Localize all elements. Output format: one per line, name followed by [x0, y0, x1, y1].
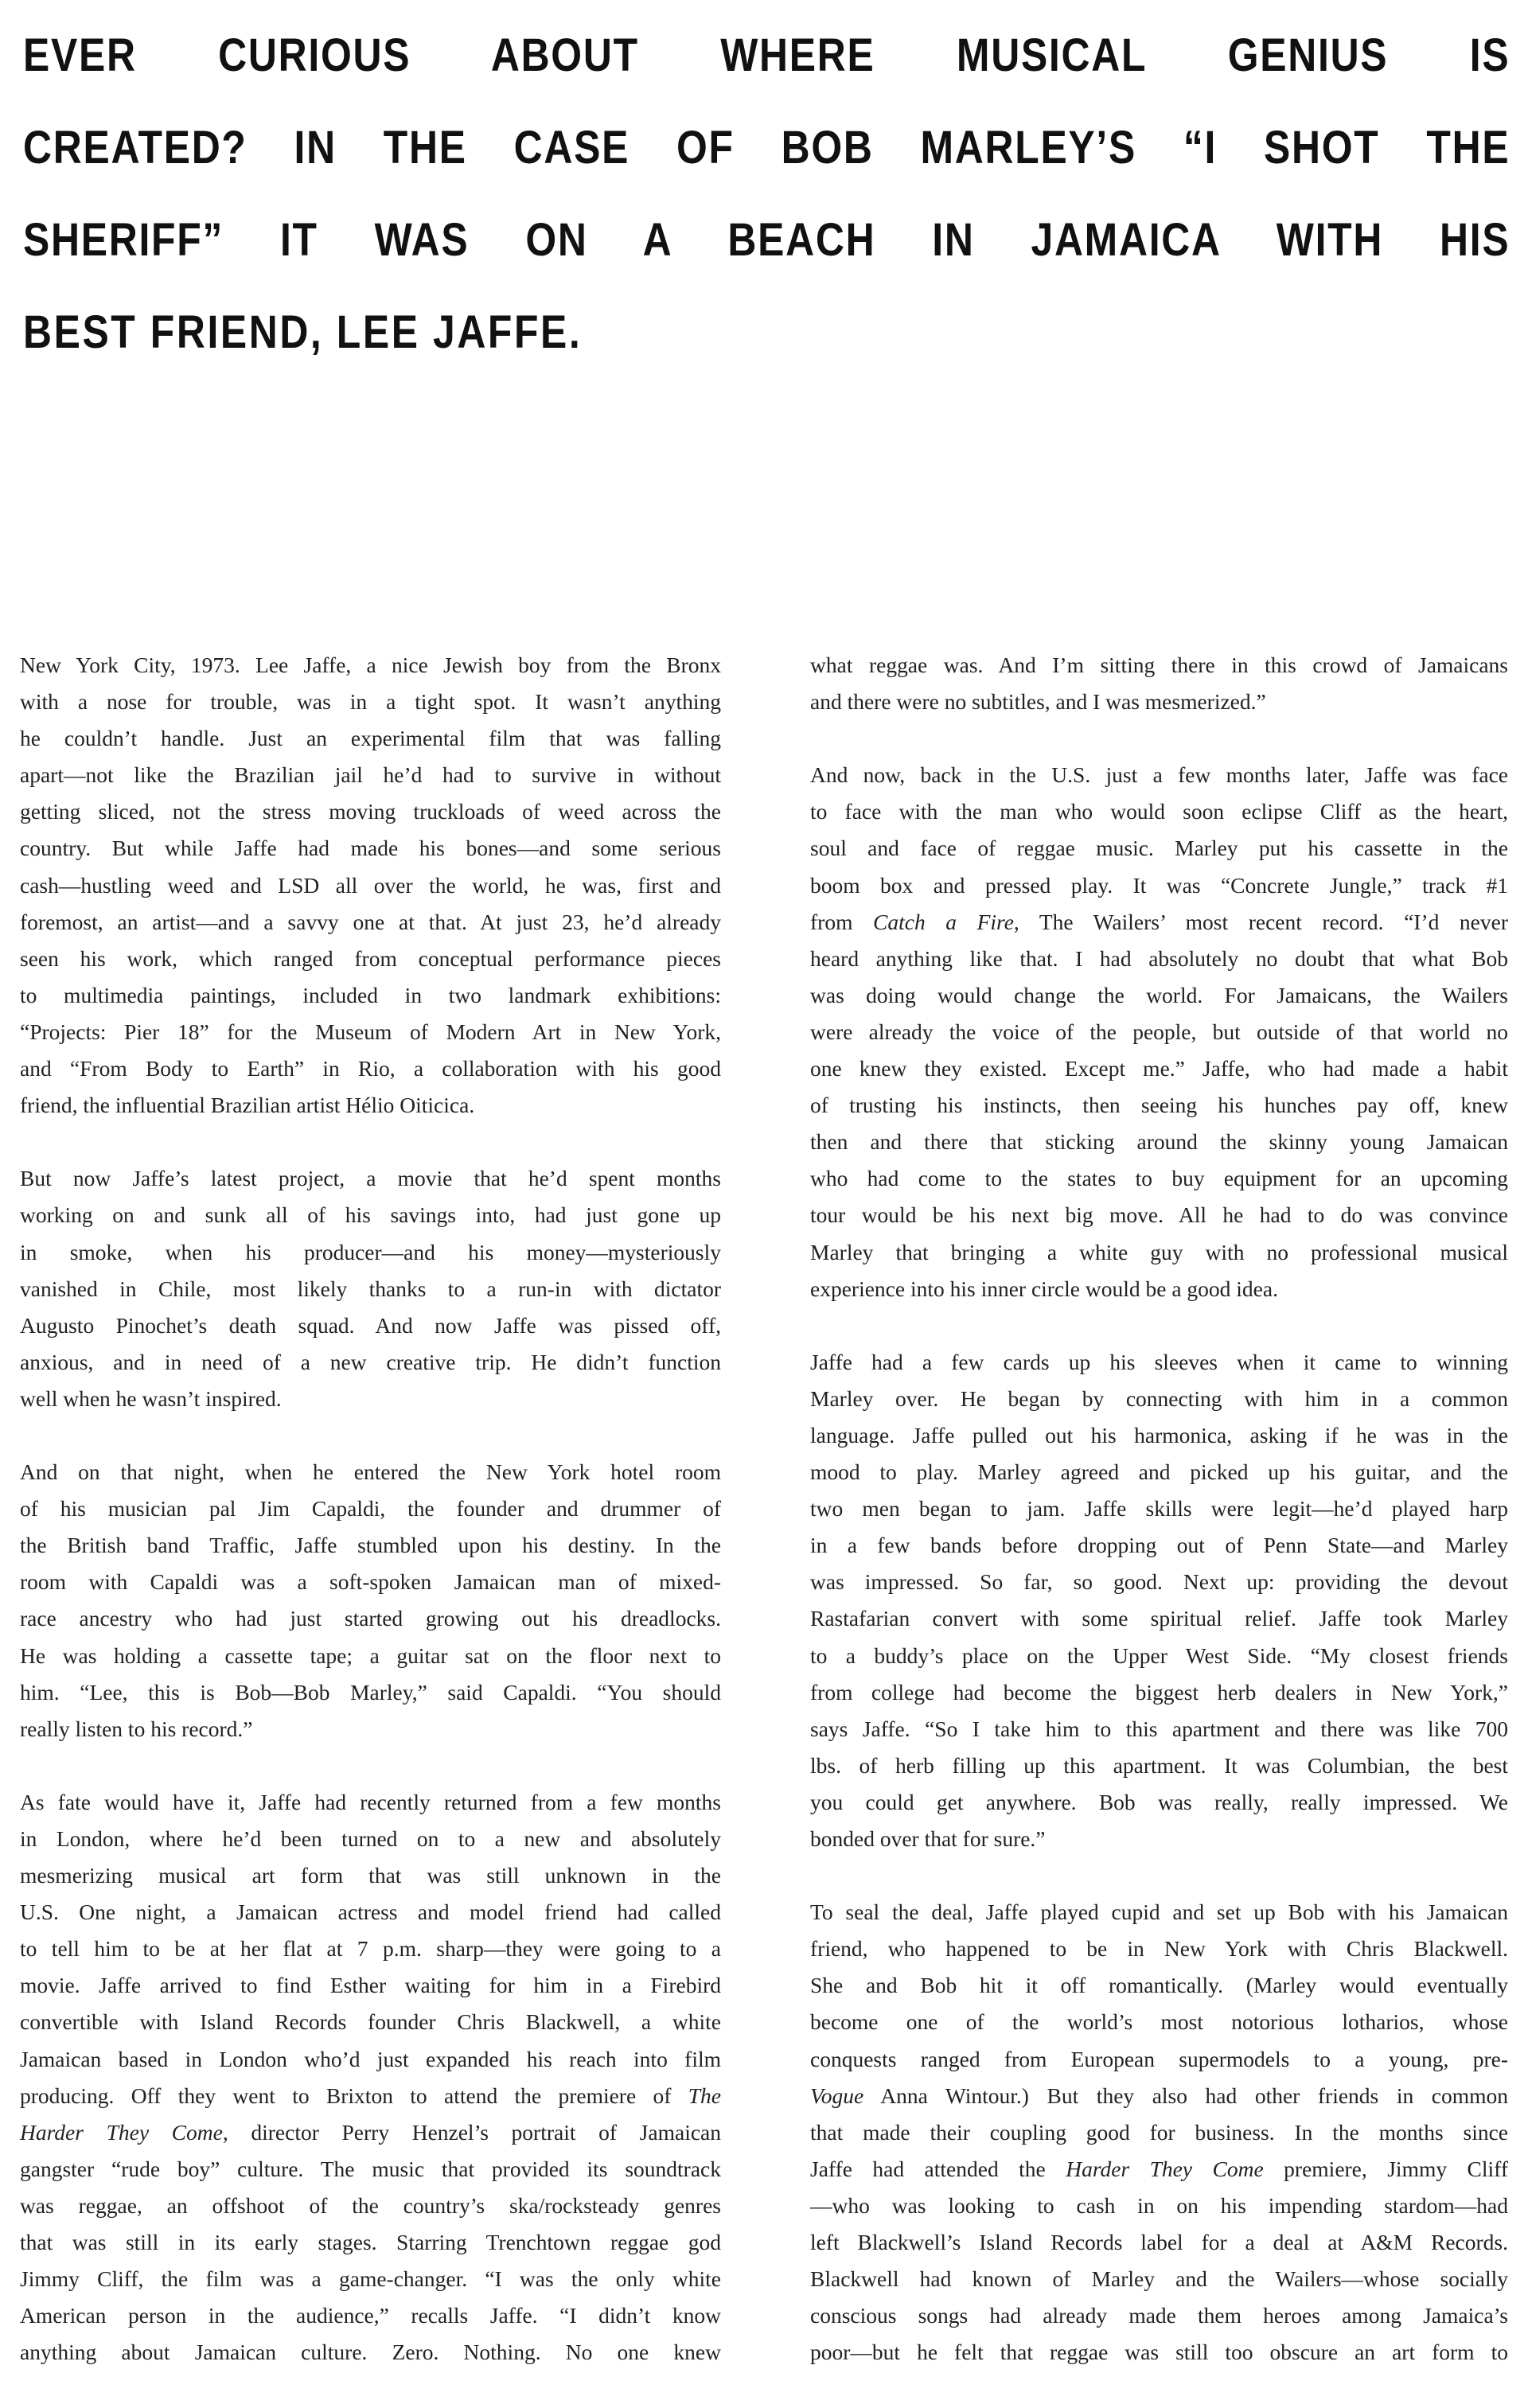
text-segment: experience into his inner circle would be a good idea.: [810, 1276, 1278, 1301]
text-line: [20, 1931, 721, 1967]
text-line: [20, 941, 721, 977]
text-line: [810, 1234, 1508, 1271]
article-paragraph: [810, 757, 1508, 1307]
text-segment: poor—but he felt that reggae was still too obscure an art form to: [810, 2340, 1508, 2365]
text-line: [810, 2224, 1508, 2261]
text-line: [810, 2151, 1508, 2188]
text-segment: he couldn’t handle. Just an experimental film that was falling: [20, 726, 721, 751]
text-line: [810, 2041, 1508, 2078]
text-line: [810, 2297, 1508, 2334]
text-line: [810, 2078, 1508, 2114]
text-line: [810, 1674, 1508, 1711]
article-paragraph: [20, 1784, 721, 2371]
text-segment: in London, where he’d been turned on to a new and absolutely: [20, 1826, 721, 1851]
text-line: [20, 1600, 721, 1637]
text-segment: As fate would have it, Jaffe had recently returned from a few months: [20, 1789, 721, 1814]
text-segment: tour would be his next big move. All he had to do was convince: [810, 1202, 1508, 1228]
text-line: [20, 1160, 721, 1197]
text-segment: really listen to his record.”: [20, 1716, 253, 1741]
text-line: [810, 1748, 1508, 1784]
text-segment: conquests ranged from European supermodels to a young, pre-: [810, 2046, 1508, 2071]
text-segment: Augusto Pinochet’s death squad. And now Jaffe was pissed off,: [20, 1312, 721, 1338]
text-line: [810, 1638, 1508, 1674]
text-segment: To seal the deal, Jaffe played cupid and set up Bob with his Jamaican: [810, 1900, 1508, 1925]
headline-line: CREATED? IN THE CASE OF BOB MARLEY’S “I SHOT THE: [23, 122, 1510, 173]
text-line: [20, 1197, 721, 1233]
text-line: [810, 1600, 1508, 1637]
text-line: [20, 1857, 721, 1894]
text-segment: to face with the man who would soon eclipse Cliff as the heart,: [810, 799, 1508, 824]
text-segment: who had come to the states to buy equipment for an upcoming: [810, 1166, 1508, 1191]
article-paragraph: [20, 647, 721, 1124]
text-line: [810, 1821, 1508, 1857]
text-line: [810, 904, 1508, 941]
text-line: [20, 1527, 721, 1564]
text-segment: But now Jaffe’s latest project, a movie that he’d spent months: [20, 1166, 721, 1191]
text-segment: mesmerizing musical art form that was still unknown in the: [20, 1863, 721, 1888]
text-line: [810, 1784, 1508, 1821]
text-line: [810, 1271, 1508, 1307]
text-segment: says Jaffe. “So I take him to this apartment and there was like 700: [810, 1716, 1508, 1741]
text-segment: convertible with Island Records founder Chris Blackwell, a white: [20, 2009, 721, 2035]
text-line: [20, 1344, 721, 1381]
text-line: [20, 2004, 721, 2040]
text-segment: him. “Lee, this is Bob—Bob Marley,” said Capaldi. “You should: [20, 1679, 721, 1705]
text-segment: Blackwell had known of Marley and the Wailers—whose socially: [810, 2266, 1508, 2292]
text-line: [810, 1087, 1508, 1124]
headline-line: SHERIFF” IT WAS ON A BEACH IN JAMAICA WITH HIS: [23, 214, 1510, 266]
text-line: [20, 2114, 721, 2151]
text-segment: U.S. One night, a Jamaican actress and model friend had called: [20, 1900, 721, 1925]
text-segment: soul and face of reggae music. Marley put his cassette in the: [810, 836, 1508, 861]
text-segment: and “From Body to Earth” in Rio, a collaboration with his good: [20, 1056, 721, 1081]
text-segment: that made their coupling good for business. In the months since: [810, 2119, 1508, 2145]
text-segment: what reggae was. And I’m sitting there in this crowd of Jamaicans: [810, 653, 1508, 677]
text-segment: with a nose for trouble, was in a tight spot. It wasn’t anything: [20, 689, 721, 715]
text-segment: heard anything like that. I had absolutely no doubt that what Bob: [810, 945, 1508, 971]
article-column-left: [20, 647, 721, 2408]
article-paragraph: [20, 1160, 721, 1417]
text-segment: was impressed. So far, so good. Next up: providing the devout: [810, 1569, 1508, 1595]
text-line: [20, 720, 721, 757]
text-segment: She and Bob hit it off romantically. (Marley would eventually: [810, 1973, 1508, 1998]
text-segment: in smoke, when his producer—and his money—mysteriously: [20, 1239, 721, 1264]
italic-title: Vogue: [810, 2083, 864, 2108]
text-line: [20, 793, 721, 830]
text-line: [810, 2114, 1508, 2151]
text-segment: become one of the world’s most notorious lotharios, whose: [810, 2009, 1508, 2035]
text-line: [20, 684, 721, 720]
text-line: [20, 647, 721, 684]
text-segment: —who was looking to cash in on his impending stardom—had: [810, 2192, 1508, 2218]
headline-line: EVER CURIOUS ABOUT WHERE MUSICAL GENIUS IS: [23, 29, 1510, 81]
text-segment: vanished in Chile, most likely thanks to a run-in with dictator: [20, 1276, 721, 1301]
text-segment: He was holding a cassette tape; a guitar sat on the floor next to: [20, 1642, 721, 1668]
article-headline: [23, 10, 1510, 379]
text-segment: producing. Off they went to Brixton to attend the premiere of: [20, 2083, 688, 2108]
text-segment: premiere, Jimmy Cliff: [1263, 2156, 1509, 2181]
text-segment: country. But while Jaffe had made his bones—and some serious: [20, 836, 721, 861]
text-segment: to a buddy’s place on the Upper West Side. “My closest friends: [810, 1642, 1508, 1668]
text-segment: well when he wasn’t inspired.: [20, 1385, 282, 1411]
italic-title: Harder They Come: [20, 2119, 223, 2145]
text-line: [810, 2004, 1508, 2040]
article-paragraph: [20, 1454, 721, 1748]
article-column-right: [810, 647, 1508, 2408]
text-line: [20, 1821, 721, 1857]
text-line: [810, 1967, 1508, 2004]
text-segment: , director Perry Henzel’s portrait of Jamaican: [222, 2119, 721, 2145]
text-line: [810, 757, 1508, 793]
text-segment: you could get anywhere. Bob was really, really impressed. We: [810, 1789, 1508, 1814]
text-line: [20, 2224, 721, 2261]
text-line: [20, 1967, 721, 2004]
text-line: [20, 1234, 721, 1271]
text-line: [810, 830, 1508, 867]
text-line: [20, 2297, 721, 2334]
text-line: [810, 1417, 1508, 1454]
text-line: [810, 2261, 1508, 2297]
text-segment: mood to play. Marley agreed and picked up his guitar, and the: [810, 1459, 1508, 1485]
text-line: [810, 1197, 1508, 1233]
text-segment: working on and sunk all of his savings into, had just gone up: [20, 1202, 721, 1228]
text-line: [810, 1014, 1508, 1050]
text-line: [20, 977, 721, 1014]
text-line: [810, 1711, 1508, 1748]
text-line: [20, 757, 721, 793]
text-line: [810, 1454, 1508, 1490]
italic-title: Catch a Fire: [873, 909, 1014, 934]
text-segment: left Blackwell’s Island Records label for a deal at A&M Records.: [810, 2230, 1508, 2255]
text-segment: Jaffe had attended the: [810, 2156, 1066, 2181]
italic-title: Harder They Come: [1066, 2156, 1264, 2181]
text-segment: Marley over. He began by connecting with him in a common: [810, 1385, 1508, 1411]
text-segment: room with Capaldi was a soft-spoken Jamaican man of mixed-: [20, 1569, 721, 1595]
text-line: [810, 1381, 1508, 1417]
text-segment: Rastafarian convert with some spiritual relief. Jaffe took Marley: [810, 1606, 1508, 1631]
text-line: [810, 1160, 1508, 1197]
text-segment: And now, back in the U.S. just a few months later, Jaffe was face: [810, 762, 1508, 788]
text-line: [20, 2041, 721, 2078]
text-line: [20, 1711, 721, 1748]
headline-line: BEST FRIEND, LEE JAFFE.: [23, 306, 583, 358]
text-segment: Jamaican based in London who’d just expanded his reach into film: [20, 2046, 721, 2071]
text-segment: race ancestry who had just started growing out his dreadlocks.: [20, 1606, 721, 1631]
text-segment: was reggae, an offshoot of the country’s ska/rocksteady genres: [20, 2192, 721, 2218]
text-line: [810, 2188, 1508, 2224]
text-segment: “Projects: Pier 18” for the Museum of Modern Art in New York,: [20, 1019, 721, 1044]
italic-title: The: [688, 2083, 721, 2108]
text-segment: friend, the influential Brazilian artist Hélio Oiticica.: [20, 1093, 475, 1118]
text-line: [20, 1638, 721, 1674]
text-line: [20, 830, 721, 867]
text-segment: anxious, and in need of a new creative trip. He didn’t function: [20, 1349, 721, 1374]
text-line: [810, 793, 1508, 830]
text-line: [20, 1454, 721, 1490]
text-line: [810, 1344, 1508, 1381]
text-line: [20, 2334, 721, 2371]
text-segment: Marley that bringing a white guy with no professional musical: [810, 1239, 1508, 1264]
text-line: [810, 1050, 1508, 1087]
text-line: [20, 867, 721, 904]
text-segment: of trusting his instincts, then seeing his hunches pay off, knew: [810, 1093, 1508, 1118]
text-segment: Jaffe had a few cards up his sleeves when it came to winning: [810, 1349, 1508, 1374]
text-line: [20, 1087, 721, 1124]
text-segment: friend, who happened to be in New York with Chris Blackwell.: [810, 1936, 1508, 1962]
text-segment: were already the voice of the people, but outside of that world no: [810, 1019, 1508, 1044]
text-segment: to multimedia paintings, included in two landmark exhibitions:: [20, 982, 721, 1007]
text-segment: Jimmy Cliff, the film was a game-changer. “I was the only white: [20, 2266, 721, 2292]
text-segment: foremost, an artist—and a savvy one at that. At just 23, he’d already: [20, 909, 721, 934]
text-segment: from: [810, 909, 874, 934]
text-line: [20, 2151, 721, 2188]
text-segment: to tell him to be at her flat at 7 p.m. sharp—they were going to a: [20, 1936, 721, 1962]
text-line: [810, 1931, 1508, 1967]
article-paragraph: [810, 1894, 1508, 2371]
text-segment: getting sliced, not the stress moving truckloads of weed across the: [20, 799, 721, 824]
text-line: [810, 941, 1508, 977]
text-line: [20, 1674, 721, 1711]
text-line: [20, 1894, 721, 1931]
text-segment: from college had become the biggest herb dealers in New York,”: [810, 1679, 1508, 1705]
text-line: [20, 1014, 721, 1050]
text-segment: American person in the audience,” recalls Jaffe. “I didn’t know: [20, 2303, 721, 2328]
text-segment: And on that night, when he entered the New York hotel room: [20, 1459, 721, 1485]
text-segment: the British band Traffic, Jaffe stumbled upon his destiny. In the: [20, 1533, 721, 1558]
text-line: [810, 867, 1508, 904]
text-segment: two men began to jam. Jaffe skills were legit—he’d played harp: [810, 1496, 1508, 1522]
text-segment: New York City, 1973. Lee Jaffe, a nice Jewish boy from the Bronx: [20, 653, 721, 677]
text-line: [20, 1381, 721, 1417]
text-line: [20, 1050, 721, 1087]
text-line: [810, 1490, 1508, 1527]
text-line: [810, 684, 1508, 720]
text-line: [810, 1894, 1508, 1931]
text-segment: seen his work, which ranged from conceptual performance pieces: [20, 945, 721, 971]
text-line: [810, 647, 1508, 684]
text-line: [810, 1527, 1508, 1564]
text-line: [20, 904, 721, 941]
text-line: [20, 2078, 721, 2114]
text-segment: movie. Jaffe arrived to find Esther waiting for him in a Firebird: [20, 1973, 721, 1998]
text-segment: one knew they existed. Except me.” Jaffe, who had made a habit: [810, 1056, 1508, 1081]
text-line: [810, 1124, 1508, 1160]
text-segment: of his musician pal Jim Capaldi, the founder and drummer of: [20, 1496, 721, 1522]
text-segment: cash—hustling weed and LSD all over the world, he was, first and: [20, 872, 721, 898]
text-line: [20, 1490, 721, 1527]
text-segment: then and there that sticking around the skinny young Jamaican: [810, 1129, 1508, 1155]
text-segment: , The Wailers’ most recent record. “I’d never: [1013, 909, 1508, 934]
text-line: [810, 1564, 1508, 1600]
text-segment: boom box and pressed play. It was “Concrete Jungle,” track #1: [810, 872, 1508, 898]
text-segment: language. Jaffe pulled out his harmonica, asking if he was in the: [810, 1422, 1508, 1448]
text-line: [20, 1784, 721, 1821]
text-line: [20, 1564, 721, 1600]
text-line: [20, 1307, 721, 1344]
text-segment: apart—not like the Brazilian jail he’d had to survive in without: [20, 762, 721, 788]
text-segment: and there were no subtitles, and I was mesmerized.”: [810, 689, 1266, 715]
text-segment: bonded over that for sure.”: [810, 1826, 1046, 1851]
text-line: [20, 2261, 721, 2297]
text-line: [20, 2188, 721, 2224]
text-line: [810, 977, 1508, 1014]
text-segment: anything about Jamaican culture. Zero. Nothing. No one knew: [20, 2340, 721, 2365]
text-segment: that was still in its early stages. Starring Trenchtown reggae god: [20, 2230, 721, 2255]
article-paragraph: [810, 1344, 1508, 1857]
article-paragraph: [810, 647, 1508, 720]
text-line: [20, 1271, 721, 1307]
text-segment: was doing would change the world. For Jamaicans, the Wailers: [810, 982, 1508, 1007]
text-segment: in a few bands before dropping out of Penn State—and Marley: [810, 1533, 1508, 1558]
text-segment: Anna Wintour.) But they also had other friends in common: [863, 2083, 1508, 2108]
text-segment: lbs. of herb filling up this apartment. It was Columbian, the best: [810, 1752, 1508, 1778]
text-line: [810, 2334, 1508, 2371]
text-segment: gangster “rude boy” culture. The music that provided its soundtrack: [20, 2156, 721, 2181]
text-segment: conscious songs had already made them heroes among Jamaica’s: [810, 2303, 1508, 2328]
